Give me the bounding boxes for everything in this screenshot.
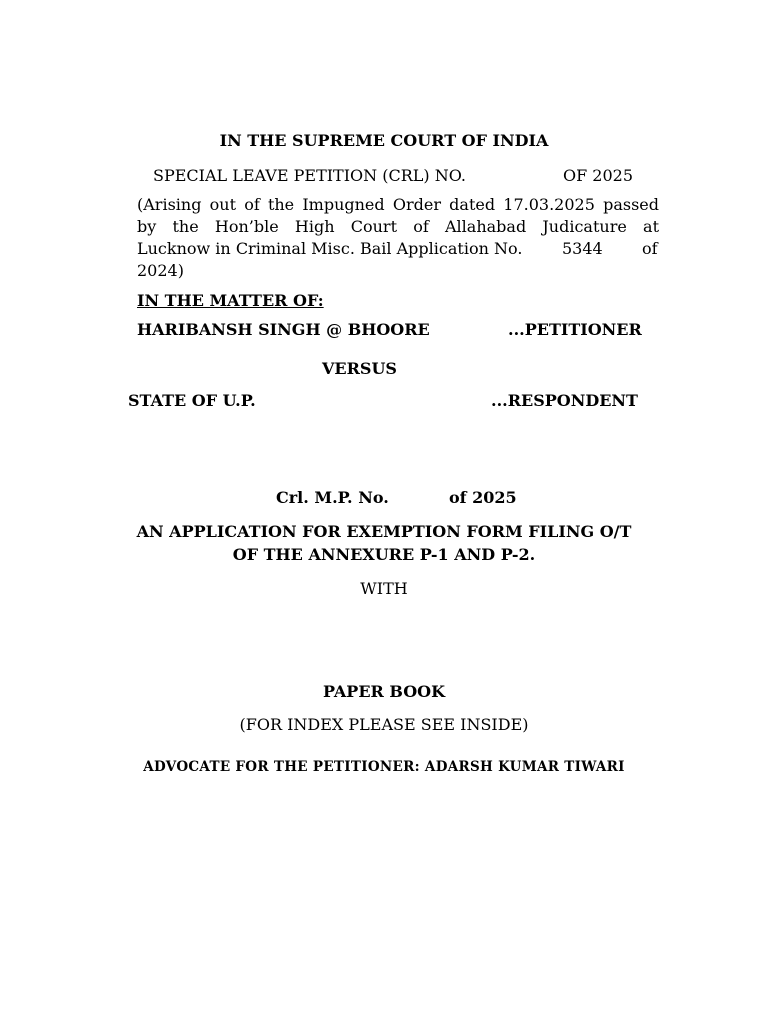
petitioner-role: ...PETITIONER [508,320,642,339]
arising-line-2: by the Hon’ble High Court of Allahabad Judicature at [137,217,659,236]
versus-label: VERSUS [322,359,397,378]
paper-book-heading: PAPER BOOK [323,682,445,701]
arising-line-3-of: of [642,239,658,258]
petition-label: SPECIAL LEAVE PETITION (CRL) NO. [153,166,466,185]
application-line-1: AN APPLICATION FOR EXEMPTION FORM FILING O/T [136,522,632,541]
respondent-name: STATE OF U.P. [128,391,256,410]
with-label: WITH [360,579,408,598]
index-note: (FOR INDEX PLEASE SEE INSIDE) [239,715,529,734]
crl-mp-label: Crl. M.P. No. [276,488,389,507]
arising-line-1: (Arising out of the Impugned Order dated 17.03.2025 passed [137,195,659,214]
petitioner-name: HARIBANSH SINGH @ BHOORE [137,320,430,339]
bail-application-number: 5344 [562,239,603,258]
application-line-2: OF THE ANNEXURE P-1 AND P-2. [232,545,536,564]
respondent-role: ...RESPONDENT [491,391,638,410]
matter-heading: IN THE MATTER OF: [137,291,324,310]
arising-line-3 [137,238,522,260]
crl-mp-year: of 2025 [449,488,517,507]
arising-line-3-text: Lucknow in Criminal Misc. Bail Application No. [137,239,523,258]
petition-year: OF 2025 [563,166,634,185]
court-heading: IN THE SUPREME COURT OF INDIA [219,131,549,150]
advocate-line: ADVOCATE FOR THE PETITIONER: ADARSH KUMAR TIWARI [143,759,625,775]
arising-line-4: 2024) [137,261,184,280]
